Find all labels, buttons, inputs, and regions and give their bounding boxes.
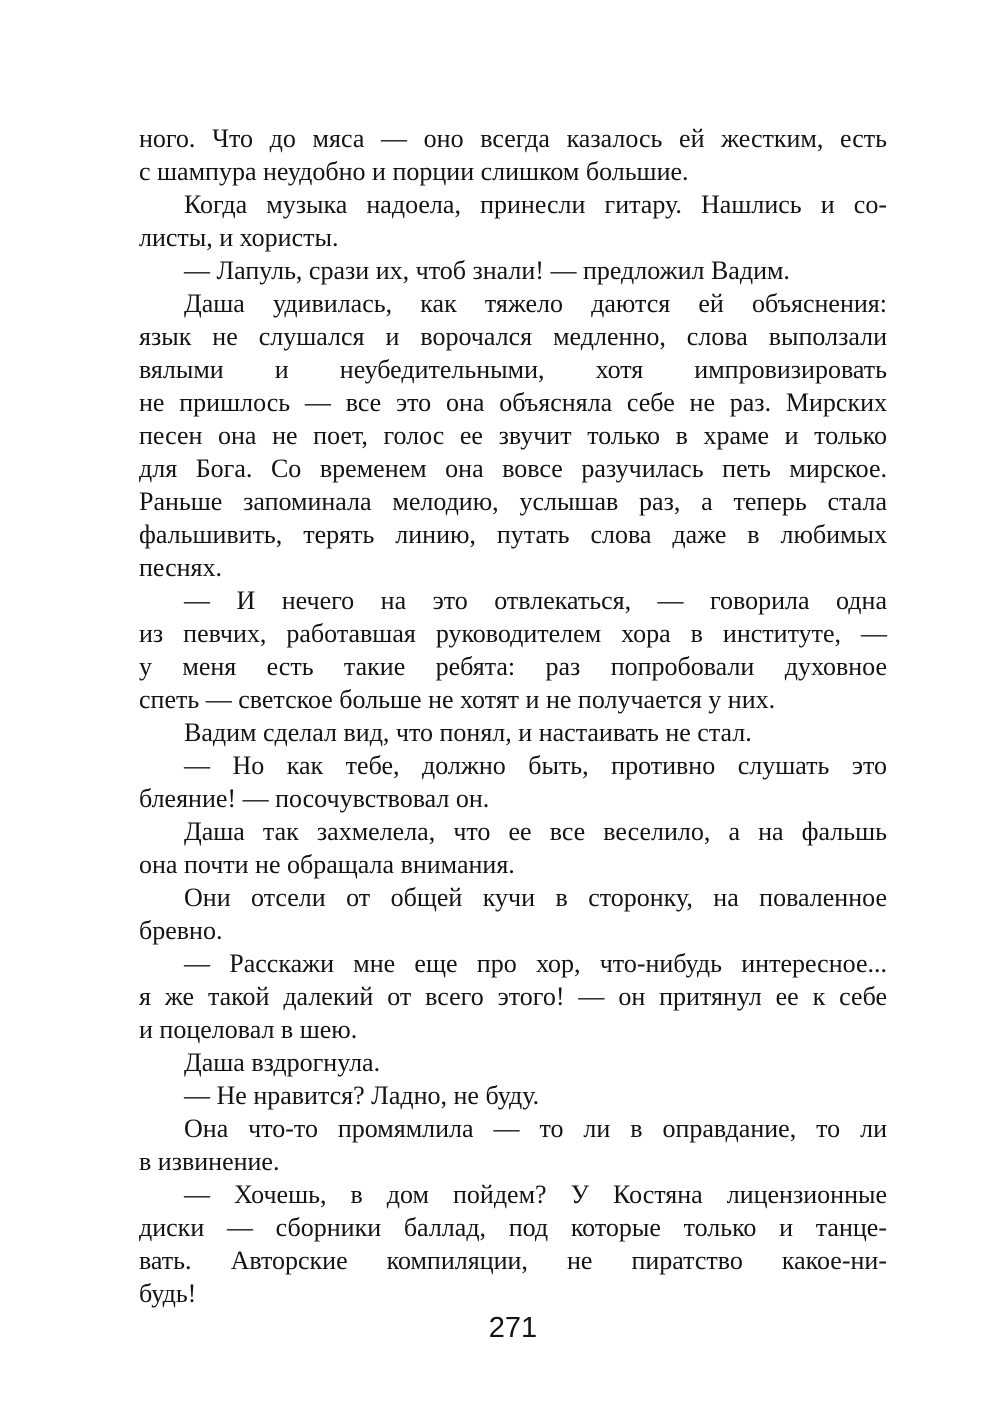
text-line: — Хочешь, в дом пойдем? У Костяна лицензионные: [184, 1180, 887, 1209]
text-line: Когда музыка надоела, принесли гитару. Нашлись и со-: [184, 190, 887, 219]
text-line: Вадим сделал вид, что понял, и настаивать не стал.: [184, 718, 752, 747]
text-line: вать. Авторские компиляции, не пиратство какое-ни-: [139, 1246, 887, 1275]
text-line: — Расскажи мне еще про хор, что-нибудь интересное...: [184, 949, 887, 978]
text-line: будь!: [139, 1279, 197, 1308]
text-line: Раньше запоминала мелодию, услышав раз, а теперь стала: [139, 487, 887, 516]
text-line: в извинение.: [139, 1147, 280, 1176]
text-line: — И нечего на это отвлекаться, — говорила одна: [184, 586, 887, 615]
text-line: не пришлось — все это она объясняла себе не раз. Мирских: [139, 388, 887, 417]
text-line: она почти не обращала внимания.: [139, 850, 515, 879]
page-number: 271: [488, 1312, 538, 1344]
text-line: — Но как тебе, должно быть, противно слушать это: [184, 751, 887, 780]
text-line: Даша вздрогнула.: [184, 1048, 381, 1077]
text-line: — Лапуль, срази их, чтоб знали! — предложил Вадим.: [184, 256, 790, 285]
text-line: для Бога. Со временем она вовсе разучилась петь мирское.: [139, 454, 887, 483]
text-line: вялыми и неубедительными, хотя импровизировать: [139, 355, 887, 384]
text-line: язык не слушался и ворочался медленно, слова выползали: [139, 322, 887, 351]
text-line: у меня есть такие ребята: раз попробовали духовное: [139, 652, 887, 681]
text-line: я же такой далекий от всего этого! — он притянул ее к себе: [139, 982, 887, 1011]
text-line: диски — сборники баллад, под которые только и танце-: [139, 1213, 887, 1242]
text-line: листы, и хористы.: [139, 223, 339, 252]
text-line: спеть — светское больше не хотят и не получается у них.: [139, 685, 776, 714]
text-line: Даша так захмелела, что ее все веселило, а на фальшь: [184, 817, 887, 846]
text-line: блеяние! — посочувствовал он.: [139, 784, 490, 813]
text-line: и поцеловал в шею.: [139, 1015, 358, 1044]
text-line: Она что-то промямлила — то ли в оправдание, то ли: [184, 1114, 887, 1143]
text-line: ного. Что до мяса — оно всегда казалось ей жестким, есть: [139, 124, 887, 153]
text-line: Они отсели от общей кучи в сторонку, на поваленное: [184, 883, 887, 912]
text-line: — Не нравится? Ладно, не буду.: [184, 1081, 540, 1110]
text-line: с шампура неудобно и порции слишком большие.: [139, 157, 689, 186]
page-footer: [139, 1312, 887, 1345]
text-line: из певчих, работавшая руководителем хора в институте, —: [139, 619, 887, 648]
text-line: фальшивить, терять линию, путать слова даже в любимых: [139, 520, 887, 549]
body-text: [139, 122, 887, 1310]
text-line: Даша удивилась, как тяжело даются ей объяснения:: [184, 289, 887, 318]
text-line: песен она не поет, голос ее звучит только в храме и только: [139, 421, 887, 450]
text-line: бревно.: [139, 916, 223, 945]
text-line: песнях.: [139, 553, 223, 582]
